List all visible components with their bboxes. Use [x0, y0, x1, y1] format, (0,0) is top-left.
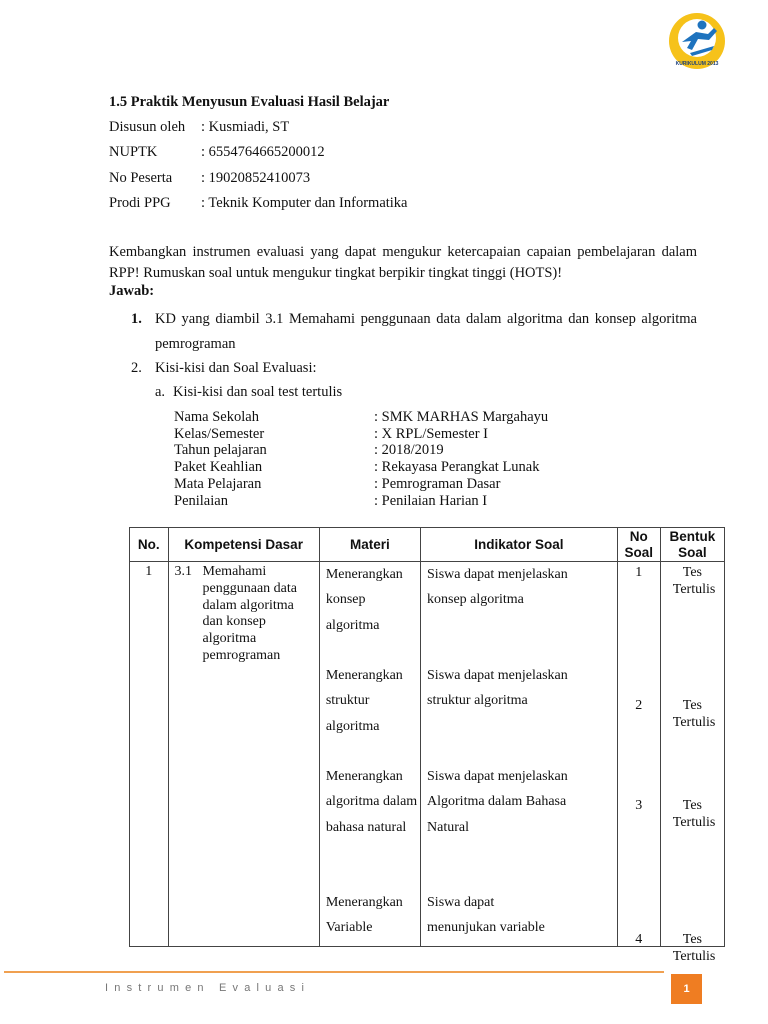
row-number: 1 [145, 564, 153, 579]
school-key: Paket Keahlian [174, 459, 263, 476]
meta-value: : Kusmiadi, ST [201, 119, 290, 135]
no-soal-entry: 3 [635, 798, 643, 813]
sub-item-a [155, 382, 342, 402]
cell-no [130, 562, 169, 947]
materi-entry: Menerangkan algoritma dalam bahasa natural [325, 769, 418, 835]
meta-value: : 6554764665200012 [201, 144, 325, 161]
school-row [174, 442, 548, 459]
kd-text [169, 562, 319, 665]
cell-no-soal [617, 562, 660, 947]
col-header-bentuk-soal: Bentuk Soal [660, 528, 724, 562]
meta-value: : 19020852410073 [201, 169, 311, 186]
evaluation-table [129, 527, 725, 964]
bentuk-entry: Tes Tertulis [672, 798, 716, 830]
kd-description: Memahami penggunaan data dalam algoritma dan konsep algoritma pemrograman [202, 564, 297, 663]
school-key: Kelas/Semester [174, 425, 265, 442]
sub-number: a. [155, 384, 166, 400]
materi-stack [320, 562, 420, 946]
school-row [174, 409, 548, 426]
sub-text: Kisi-kisi dan soal test tertulis [173, 384, 343, 400]
meta-row [109, 168, 408, 193]
no-soal-stack [618, 562, 660, 946]
list-number: 2. [131, 360, 142, 376]
school-row [174, 493, 548, 510]
list-item-1 [131, 307, 697, 357]
school-value: : SMK MARHAS Margahayu [374, 409, 549, 425]
meta-key: Prodi PPG [109, 194, 171, 211]
meta-value: : Teknik Komputer dan Informatika [201, 194, 408, 211]
table-row [130, 562, 725, 947]
col-header-kompetensi-dasar: Kompetensi Dasar [168, 528, 319, 562]
school-row [174, 426, 548, 443]
bentuk-entry: Tes Tertulis [672, 565, 716, 597]
no-soal-entry: 1 [635, 565, 643, 580]
col-header-no-soal: No Soal [617, 528, 660, 562]
bentuk-entry: Tes Tertulis [672, 932, 716, 964]
list-text: Kisi-kisi dan Soal Evaluasi: [155, 360, 317, 376]
school-key: Tahun pelajaran [174, 442, 267, 459]
school-value: : Pemrograman Dasar [374, 475, 501, 492]
school-row [174, 459, 548, 476]
footer-divider [4, 971, 664, 973]
col-header-indikator-soal: Indikator Soal [421, 528, 618, 562]
cell-materi [319, 562, 420, 947]
materi-entry: Menerangkan konsep algoritma [325, 567, 403, 633]
cell-bentuk-soal [660, 562, 724, 964]
author-meta [109, 117, 408, 218]
school-key: Mata Pelajaran [174, 475, 262, 492]
cell-indikator-soal [421, 562, 618, 947]
indikator-entry: Siswa dapat menunjukan variable [427, 895, 545, 936]
indikator-entry: Siswa dapat menjelaskan Algoritma dalam Bahasa Natural [427, 769, 568, 835]
school-info [174, 409, 548, 509]
page-title: 1.5 Praktik Menyusun Evaluasi Hasil Belajar [109, 94, 390, 110]
no-soal-entry: 2 [635, 698, 643, 713]
kd-number: 3.1 [174, 564, 193, 579]
col-header-materi: Materi [319, 528, 420, 562]
meta-key: Disusun oleh [109, 119, 186, 135]
no-soal-entry: 4 [635, 932, 643, 947]
indikator-entry: Siswa dapat menjelaskan struktur algoritma [427, 668, 568, 709]
logo-text: KURIKULUM 2013 [675, 61, 719, 67]
indikator-stack [421, 562, 617, 946]
bentuk-stack [661, 562, 724, 964]
kurikulum-logo [668, 12, 726, 70]
meta-key: No Peserta [109, 169, 173, 186]
meta-row [109, 142, 408, 167]
school-value: : X RPL/Semester I [374, 425, 488, 442]
school-row [174, 476, 548, 493]
col-header-no: No. [130, 528, 169, 562]
list-text: KD yang diambil 3.1 Memahami penggunaan data dalam algoritma dan konsep algoritma pemrograman [155, 311, 697, 352]
answer-heading: Jawab: [109, 283, 155, 299]
school-value: : Penilaian Harian I [374, 492, 488, 509]
instruction-paragraph: Kembangkan instrumen evaluasi yang dapat mengukur ketercapaian capaian pembelajaran dalam RPP! Rumuskan soal untuk mengukur tingkat berpikir tingkat tinggi (HOTS)! [109, 244, 697, 281]
school-value: : 2018/2019 [374, 442, 444, 459]
table-header-row [130, 528, 725, 562]
meta-row [109, 117, 408, 142]
meta-row [109, 193, 408, 218]
meta-key: NUPTK [109, 144, 158, 161]
bentuk-entry: Tes Tertulis [672, 698, 716, 730]
list-item-2 [131, 358, 317, 378]
materi-entry: Menerangkan struktur algoritma [325, 668, 403, 734]
indikator-entry: Siswa dapat menjelaskan konsep algoritma [427, 567, 568, 608]
school-key: Nama Sekolah [174, 409, 259, 425]
school-key: Penilaian [174, 492, 228, 509]
footer-label: Instrumen Evaluasi [105, 982, 311, 994]
cell-kompetensi-dasar [168, 562, 319, 947]
page-number-badge: 1 [671, 974, 702, 1004]
school-value: : Rekayasa Perangkat Lunak [374, 459, 540, 476]
list-number: 1. [131, 311, 142, 327]
materi-entry: Menerangkan Variable [325, 895, 403, 936]
